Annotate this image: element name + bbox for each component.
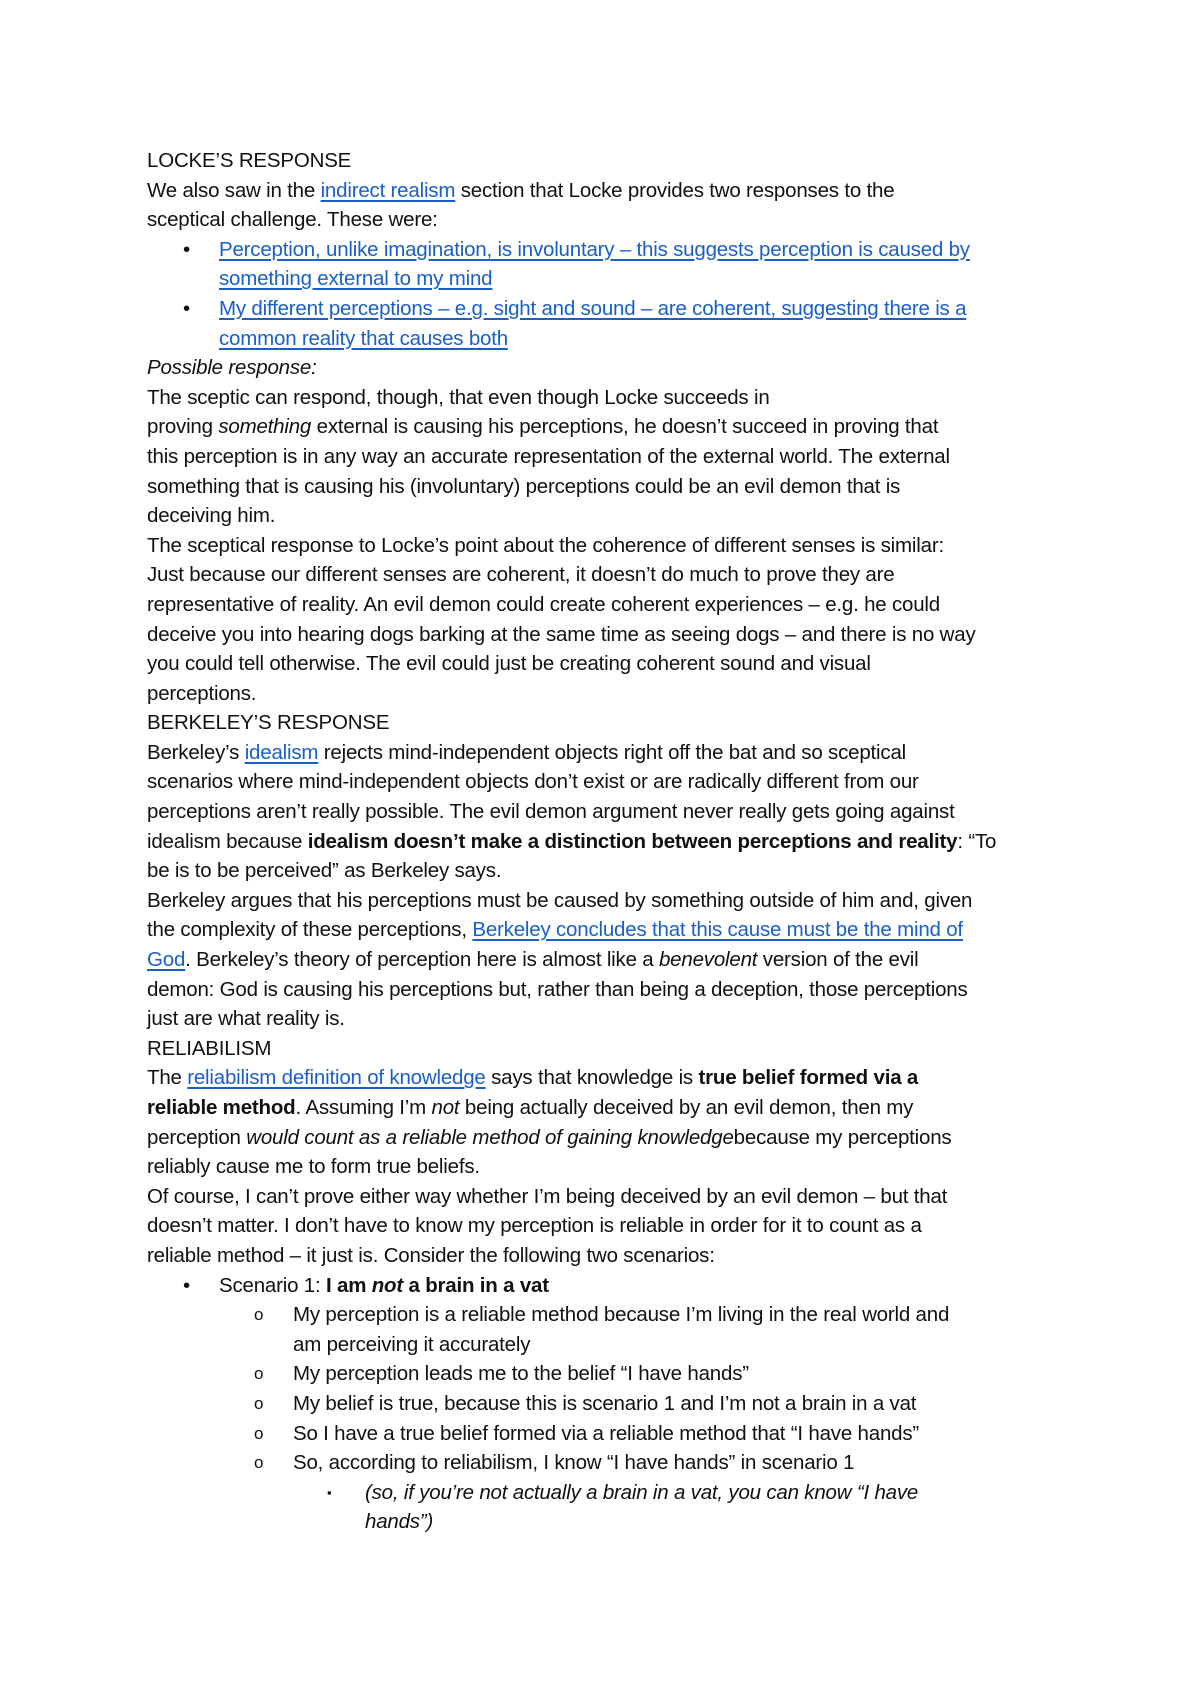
locke-p1-line-1: The sceptic can respond, though, that even though Locke succeeds in	[147, 385, 770, 409]
berkeley-p1-line-1: Berkeley’s idealism rejects mind-independent objects right off the bat and so sceptical	[147, 740, 906, 764]
locke-bullet-1	[147, 235, 1067, 265]
indirect-realism-link[interactable]: indirect realism	[320, 178, 456, 202]
locke-p1-line-3: this perception is in any way an accurate representation of the external world. The external	[147, 444, 950, 468]
circle-marker: o	[254, 1393, 264, 1413]
locke-intro-line-1: We also saw in the indirect realism section that Locke provides two responses to the	[147, 178, 895, 202]
circle-marker: o	[254, 1364, 264, 1384]
reliabilism-heading: RELIABILISM	[147, 1036, 272, 1060]
scenario-1-sub-3: o My belief is true, because this is scenario 1 and I’m not a brain in a vat	[147, 1389, 1067, 1419]
berkeley-p1-line-2: scenarios where mind-independent objects don’t exist or are radically different from our	[147, 770, 919, 794]
berkeley-heading: BERKELEY’S RESPONSE	[147, 711, 390, 735]
bullet-marker: •	[183, 296, 190, 320]
locke-p2-line-4: deceive you into hearing dogs barking at the same time as seeing dogs – and there is no way	[147, 622, 976, 646]
berkeley-p2-line-2: the complexity of these perceptions, Berkeley concludes that this cause must be the mind of	[147, 918, 963, 942]
square-marker: ▪	[327, 1484, 332, 1500]
circle-marker: o	[254, 1305, 264, 1325]
locke-bullet-2	[147, 294, 1067, 324]
reliabilism-p2-line-1: Of course, I can’t prove either way whether I’m being deceived by an evil demon – but that	[147, 1184, 948, 1208]
reliabilism-definition-link[interactable]: reliabilism definition of knowledge	[187, 1066, 486, 1090]
involuntary-perception-link-cont[interactable]: something external to my mind	[219, 267, 493, 291]
locke-bullet-2-cont	[147, 324, 1067, 354]
locke-bullet-1-cont	[147, 264, 1067, 294]
possible-response-label: Possible response:	[147, 356, 317, 380]
locke-p1-line-5: deceiving him.	[147, 504, 276, 528]
locke-p2-line-2: Just because our different senses are coherent, it doesn’t do much to prove they are	[147, 563, 895, 587]
scenario-1-bullet: • Scenario 1: I am not a brain in a vat	[147, 1271, 1067, 1301]
bullet-marker: •	[183, 237, 190, 261]
locke-p2-line-1: The sceptical response to Locke’s point about the coherence of different senses is similar:	[147, 533, 944, 557]
scenario-1-sub-1: o My perception is a reliable method because I’m living in the real world and	[147, 1300, 1067, 1330]
scenario-1-sub-2: o My perception leads me to the belief “I have hands”	[147, 1359, 1067, 1389]
reliabilism-p1-line-4: reliably cause me to form true beliefs.	[147, 1155, 480, 1179]
scenario-1-sub-1-cont: am perceiving it accurately	[293, 1332, 531, 1356]
locke-p2-line-3: representative of reality. An evil demon could create coherent experiences – e.g. he could	[147, 592, 940, 616]
reliabilism-p1-line-3: perception would count as a reliable method of gaining knowledgebecause my perceptions	[147, 1125, 952, 1149]
mind-of-god-link[interactable]: Berkeley concludes that this cause must be the mind of	[472, 918, 963, 942]
berkeley-p2-line-4: demon: God is causing his perceptions but, rather than being a deception, those perceptions	[147, 977, 968, 1001]
locke-p1-line-2: proving something external is causing his perceptions, he doesn’t succeed in proving that	[147, 415, 939, 439]
scenario-1-sub-4: o So I have a true belief formed via a reliable method that “I have hands”	[147, 1419, 1067, 1449]
circle-marker: o	[254, 1423, 264, 1443]
locke-intro-line-2: sceptical challenge. These were:	[147, 208, 438, 232]
locke-p2-line-6: perceptions.	[147, 681, 257, 705]
locke-p2-line-5: you could tell otherwise. The evil could just be creating coherent sound and visual	[147, 652, 871, 676]
coherent-perceptions-link[interactable]: My different perceptions – e.g. sight and sound – are coherent, suggesting there is a	[219, 296, 967, 320]
berkeley-p2-line-3: God. Berkeley’s theory of perception here is almost like a benevolent version of the evil	[147, 948, 919, 972]
berkeley-p1-line-5: be is to be perceived” as Berkeley says.	[147, 859, 502, 883]
locke-p1-line-4: something that is causing his (involuntary) perceptions could be an evil demon that is	[147, 474, 901, 498]
berkeley-p1-line-4: idealism because idealism doesn’t make a distinction between perceptions and reality: “To	[147, 829, 997, 853]
circle-marker: o	[254, 1453, 264, 1473]
bullet-marker: •	[183, 1273, 190, 1297]
berkeley-p1-line-3: perceptions aren’t really possible. The evil demon argument never really gets going against	[147, 800, 955, 824]
scenario-1-subsub-1: ▪ (so, if you’re not actually a brain in a vat, you can know “I have	[147, 1478, 1067, 1508]
reliabilism-p2-line-2: doesn’t matter. I don’t have to know my perception is reliable in order for it to count as a	[147, 1214, 922, 1238]
locke-heading: LOCKE’S RESPONSE	[147, 149, 352, 172]
reliabilism-p2-line-3: reliable method – it just is. Consider the following two scenarios:	[147, 1243, 715, 1267]
document-page	[147, 146, 1067, 1537]
berkeley-p2-line-1: Berkeley argues that his perceptions must be caused by something outside of him and, given	[147, 888, 973, 912]
scenario-1-sub-5: o So, according to reliabilism, I know “I have hands” in scenario 1	[147, 1448, 1067, 1478]
berkeley-p2-line-5: just are what reality is.	[147, 1007, 345, 1031]
involuntary-perception-link[interactable]: Perception, unlike imagination, is involuntary – this suggests perception is caused by	[219, 237, 970, 261]
mind-of-god-link-cont[interactable]: God	[147, 948, 186, 972]
reliabilism-p1-line-2: reliable method. Assuming I’m not being actually deceived by an evil demon, then my	[147, 1096, 914, 1119]
reliabilism-p1-line-1: The reliabilism definition of knowledge says that knowledge is true belief formed via a	[147, 1066, 919, 1090]
coherent-perceptions-link-cont[interactable]: common reality that causes both	[219, 326, 508, 350]
idealism-link[interactable]: idealism	[244, 740, 319, 764]
scenario-1-subsub-1-cont: hands”)	[365, 1510, 434, 1534]
